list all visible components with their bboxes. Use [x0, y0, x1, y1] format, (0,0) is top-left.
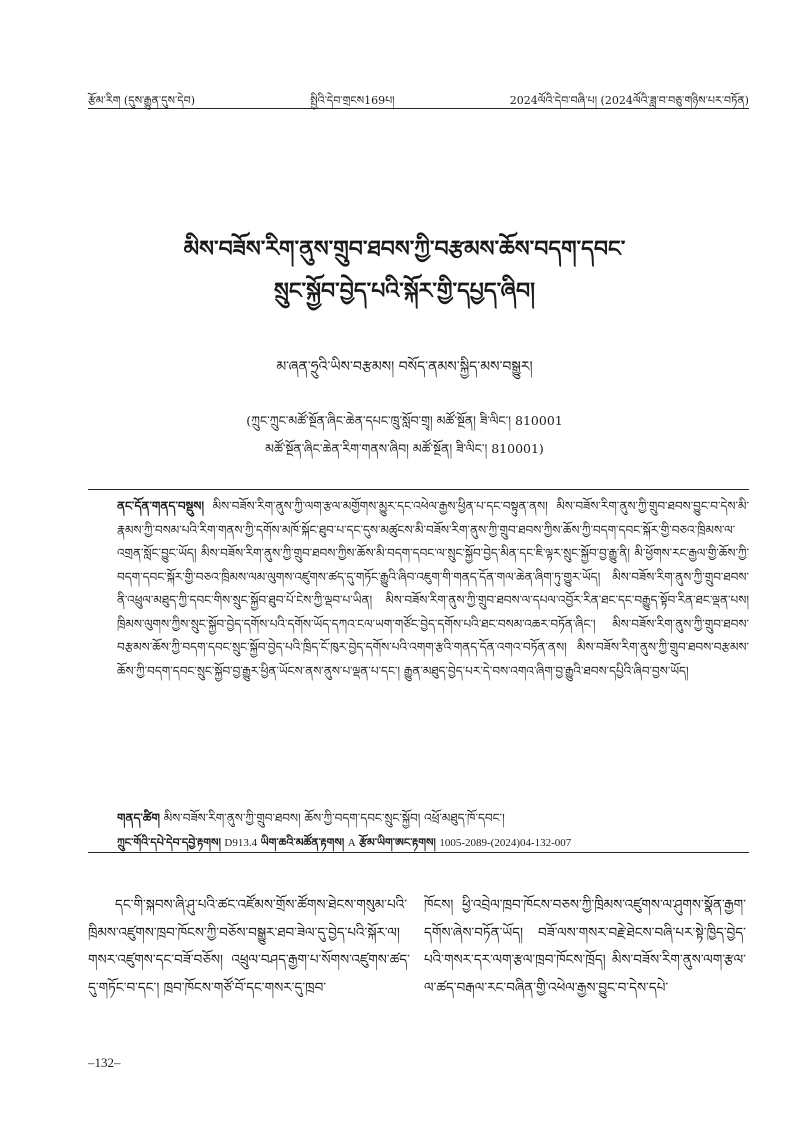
header-journal: རྩོམ་རིག (དུས་རྒྱུན་དུས་དེབ) [88, 94, 195, 107]
affiliation-line-1: (ཀྲུང་ཀྲུང་མཚོ་སྔོན་ཞིང་ཆེན་དཔང་ཁྲུ་སློབ་གྲྭ། མཚོ་སྔོན། ཟི་ལིང་། 810001 [246, 413, 563, 428]
abstract-top-divider [88, 489, 749, 490]
keywords-label: གནད་ཚིག [117, 811, 160, 825]
body-column-left: དང་གི་སྐབས་ཞི་ཤུ་པའི་ཚང་འཛོམས་གྲོས་ཚོགས་ཐེངས་གསུམ་པའི་ཁྲིམས་འཛུགས་ཁྲབ་ཁོངས་ཀྱི་བཅོས་བསྒྱུར་ཐབ་ཟེལ་དུ་བྱེད་པའི་སྐོར་ལ། གསར་འཛུགས་དང་བཟོ་བཅོས། འཕྲུལ་བཤད་རྒྱག་པ་སོགས་འཛུགས་ཚད་དུ་གཏོང་བ་དང་། ཁྲབ་ཁོངས་གཙོ་བོ་དང་གསར་དུ་ཁྲབ་ [88, 897, 410, 996]
abstract-text: མིས་བཟོས་རིག་ནུས་ཀྱི་ལག་རྩལ་མགྱོགས་མྱུར་དང་འཕེལ་རྒྱས་ཕྱིན་པ་དང་བསྟུན་ནས། མིས་བཟོས་རིག་ནུས་ཀྱི་གྲུབ་ཐབས་བྱུང་བ་དེས་མི་རྣམས་ཀྱི་བསམ་པའི་རིག་གནས་ཀྱི་དགོས་མཁོ་སྐོང་ཐུབ་པ་དང་དུས་མཚུངས་མི་བཟོས་རིག་ནུས་ཀྱི་གྲུབ་ཐབས་ཀྱིས་ཆོས་ཀྱི་བདག་དབང་སྐོར་གྱི་བཅའ་ཁྲིམས་ལ་འགྲན་སློང་བྱུང་ཡོད། མིས་བཟོས་རིག་ནུས་ཀྱི་གྲུབ་ཐབས་ཀྱིས་ཆོས་མི་བདག་དབང་ལ་སྲུང་སྐྱོབ་བྱེད་མིན་དང་ཇི་ལྟར་སྲུང་སྐྱོབ་བྱ་རྒྱུ་ནི། མི་ཕྱོགས་རང་རྒྱལ་གྱི་ཆོས་ཀྱི་བདག་དབང་སྐོར་གྱི་བཅའ་ཁྲིམས་ལམ་ལུགས་འཛུགས་ཚད་དུ་གཏོང་རྒྱུའི་ཞིབ་འཇུག་གི་གནད་དོན་གལ་ཆེན་ཞིག་ཏུ་གྱུར་ཡོད། མིས་བཟོས་རིག་ནུས་ཀྱི་གྲུབ་ཐབས་ནི་འཕྲུལ་མཐུད་ཀྱི་དབང་གིས་སྲུང་སྐྱོབ་ཐུབ་པོ་ངེས་ཀྱི་ལྡབ་པ་ཡིན། མིས་བཟོས་རིག་ནུས་ཀྱི་གྲུབ་ཐབས་ལ་དཔལ་འབྱོར་རིན་ཐང་དང་བརྒྱུད་སྟོབ་རིན་ཐང་ལྡན་པས། ཁྲིམས་ལུགས་ཀྱིས་སྲུང་སྐྱོབ་བྱེད་དགོས་པའི་དགོས་ཡོད་དཀའ་ངལ་ཡག་གཙོང་བྱེད་དགོས་པའི་ཐང་བསམ་འཆར་བཏོན་ཞིང་། མིས་བཟོས་རིག་ནུས་ཀྱི་གྲུབ་ཐབས་བརྩམས་ཆོས་ཀྱི་བདག་དབང་སྲུང་སྐྱོབ་བྱེད་པའི་ཁྲིད་ངོ་ཁུར་བྱེད་དགོས་པའི་འགག་རྩའི་གནད་དོན་འགའ་བཏོན་ནས། མིས་བཟོས་རིག་ནུས་ཀྱི་གྲུབ་ཐབས་བརྩམས་ཆོས་ཀྱི་བདག་དབང་སྲུང་སྐྱོབ་བྱ་རྒྱུར་ཕྱིན་ཡོངས་ནས་ནུས་པ་ལྡན་པ་དང་། རྒྱུན་མཐུད་བྱེད་པར་དེ་བས་འགའ་ཞིག་བྱ་རྒྱུའི་ཐབས་དཔྱིའི་ཞིབ་བྱས་ཡོད། [117, 499, 749, 678]
classification-line [117, 830, 749, 861]
author-line: མ་ཞན་ཧྲུའི་ཡིས་བརྩམས། བསོད་ནམས་སྐྱིད་མས་བསྒྱུར། [276, 359, 533, 375]
clc-label: ཀྲུང་གོའི་དཔེ་དེབ་དབྱེ་རྟགས། [117, 836, 221, 849]
running-header [88, 88, 749, 119]
doc-code-value: A [347, 837, 356, 849]
header-date: 2024ལོའི་དེབ་བཞི་པ། (2024ལོའི་ཟླ་བ་བཅུ་གཉིས་པར་བཏོན) [509, 94, 749, 107]
title-line-1: མིས་བཟོས་རིག་ནུས་གྲུབ་ཐབས་ཀྱི་བརྩམས་ཆོས་བདག་དབང་ [183, 236, 626, 262]
header-divider [88, 108, 749, 109]
affiliation-line-2: མཚོ་སྔོན་ཞིང་ཆེན་རིག་གནས་ཞིབ། མཚོ་སྔོན། ཟི་ལིང་། 810001) [265, 441, 544, 456]
clc-value: D913.4 [224, 837, 258, 849]
article-id-label: རྩོམ་ཡིག་ཨང་རྟགས། [359, 836, 436, 849]
title-line-2: སྲུང་སྐྱོབ་བྱེད་པའི་སྐོར་གྱི་དཔྱད་ཞིབ། [274, 278, 535, 304]
body-column-right: ཁོངས། ཕྱི་འབྲེལ་ཁྲབ་ཁོངས་བཅས་ཀྱི་ཁྲིམས་འཛུགས་ལ་ཤུགས་སྣོན་རྒྱག་དགོས་ཞེས་བཏོན་ཡོད། བཟོ་ལས་གསར་བརྗེ་ཐེངས་བཞི་པར་སྟེ་ཁྱིད་བྱེད་པའི་གསར་དར་ལག་རྩལ་ཁྲབ་ཁོངས་ཁྲོད། མིས་བཟོས་རིག་ནུས་ལག་རྩལ་ལ་ཚད་བརྒལ་རང་བཞིན་གྱི་འཕེལ་རྒྱས་བྱུང་བ་དེས་དཔེ་ [424, 897, 746, 996]
header-issue: སྤྱིའི་དེབ་གྲངས169པ། [310, 94, 395, 107]
article-title [60, 228, 749, 312]
abstract-label: ནང་དོན་གནད་བསྡུས། [117, 499, 205, 513]
abstract [117, 495, 749, 683]
page-number: –132– [88, 1055, 121, 1070]
affiliation [60, 407, 749, 463]
keywords-text: མིས་བཟོས་རིག་ནུས་ཀྱི་གྲུབ་ཐབས། ཆོས་ཀྱི་བདག་དབང་སྲུང་སྐྱོབ། འཕྲོ་མཐུད་ཁོ་དབང་། [163, 811, 505, 825]
abstract-bottom-divider [88, 852, 749, 853]
doc-code-label: ཡིག་ཆའི་མཚོན་རྟགས། [260, 836, 345, 849]
article-id-value: 1005-2089-(2024)04-132-007 [439, 837, 572, 849]
